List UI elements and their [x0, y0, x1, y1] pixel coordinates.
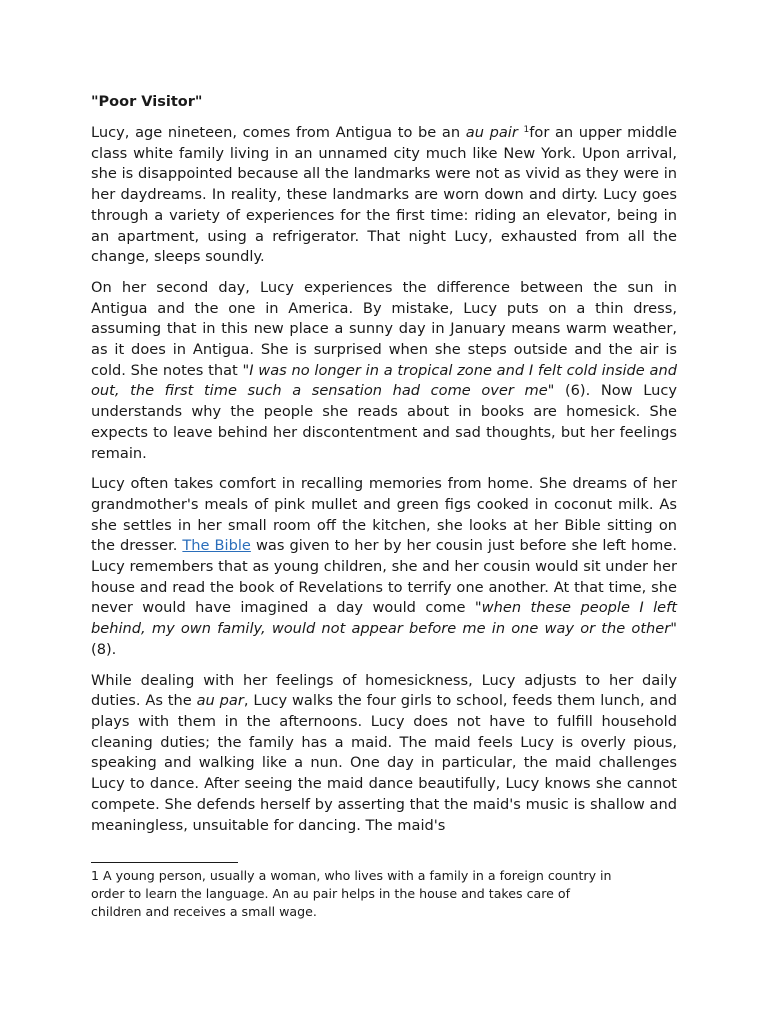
paragraph-4-text-b: , Lucy walks the four girls to school, feeds them lunch, and plays with them in the afternoons. Lucy does not have to fulfill household cleaning duties; the family has a maid. The maid feels Lucy is overly pious, speaking and walking like a nun. One day in particular, the maid challenges Lucy to dance. After seeing the maid dance beautifully, Lucy knows she cannot compete. She defends herself by asserting that the maid's music is shallow and meaningless, unsuitable for dancing. The maid's	[91, 692, 677, 834]
section-title: "Poor Visitor"	[91, 94, 203, 110]
footnote	[91, 867, 677, 921]
footnote-separator	[91, 862, 238, 863]
paragraph-3	[91, 474, 677, 660]
paragraph-1	[91, 123, 677, 268]
paragraph-3-quote: when these people I left behind, my own family, would not appear before me in one way or the other	[91, 599, 677, 638]
footnote-line-1: 1 A young person, usually a woman, who lives with a family in a foreign country in	[91, 868, 612, 883]
au-par-term: au par	[196, 692, 244, 710]
footnote-line-3: children and receives a small wage.	[91, 904, 317, 919]
document-body	[91, 92, 677, 846]
paragraph-2-quote: I was no longer in a tropical zone and I felt cold inside and out, the first time such a sensation had come over me	[91, 361, 677, 400]
paragraph-2	[91, 278, 677, 464]
footnote-marker[interactable]: 1	[523, 125, 530, 135]
paragraph-2-text-a: On her second day, Lucy experiences the difference between the sun in Antigua and the one in America. By mistake, Lucy puts on a thin dress, assuming that in this new place a sunny day in January means warm weather, as it does in Antigua. She is surprised when she steps outside and the air is cold. She notes that "	[91, 278, 677, 379]
paragraph-3-text-a: Lucy often takes comfort in recalling memories from home. She dreams of her grandmother's meals of pink mullet and green figs cooked in coconut milk. As she settles in her small room off the kitchen, she looks at her Bible sitting on the dresser.	[91, 475, 677, 555]
paragraph-3-text-c: " (8).	[91, 620, 677, 658]
footnote-line-2: order to learn the language. An au pair helps in the house and takes care of	[91, 886, 571, 901]
paragraph-4	[91, 671, 677, 837]
paragraph-1-text-a: Lucy, age nineteen, comes from Antigua to be an	[91, 124, 466, 141]
paragraph-3-text-b: was given to her by her cousin just before she left home. Lucy remembers that as young children, she and her cousin would sit under her house and read the book of Revelations to terrify one another. At that time, she never would have imagined a day would come "	[91, 537, 677, 617]
paragraph-2-text-b: " (6). Now Lucy understands why the people she reads about in books are homesick. She expects to leave behind her discontentment and sad thoughts, but her feelings remain.	[91, 382, 677, 462]
bible-link[interactable]: The Bible	[182, 537, 251, 555]
paragraph-4-text-a: While dealing with her feelings of homesickness, Lucy adjusts to her daily duties. As the	[91, 671, 677, 710]
au-pair-term: au pair	[465, 124, 518, 141]
paragraph-1-text-b: for an upper middle class white family living in an unnamed city much like New York. Upon arrival, she is disappointed because all the landmarks were not as vivid as they were in her daydreams. In reality, these landmarks are worn down and dirty. Lucy goes through a variety of experiences for the first time: riding an elevator, being in an apartment, using a refrigerator. That night Lucy, exhausted from all the change, sleeps soundly.	[91, 124, 678, 266]
